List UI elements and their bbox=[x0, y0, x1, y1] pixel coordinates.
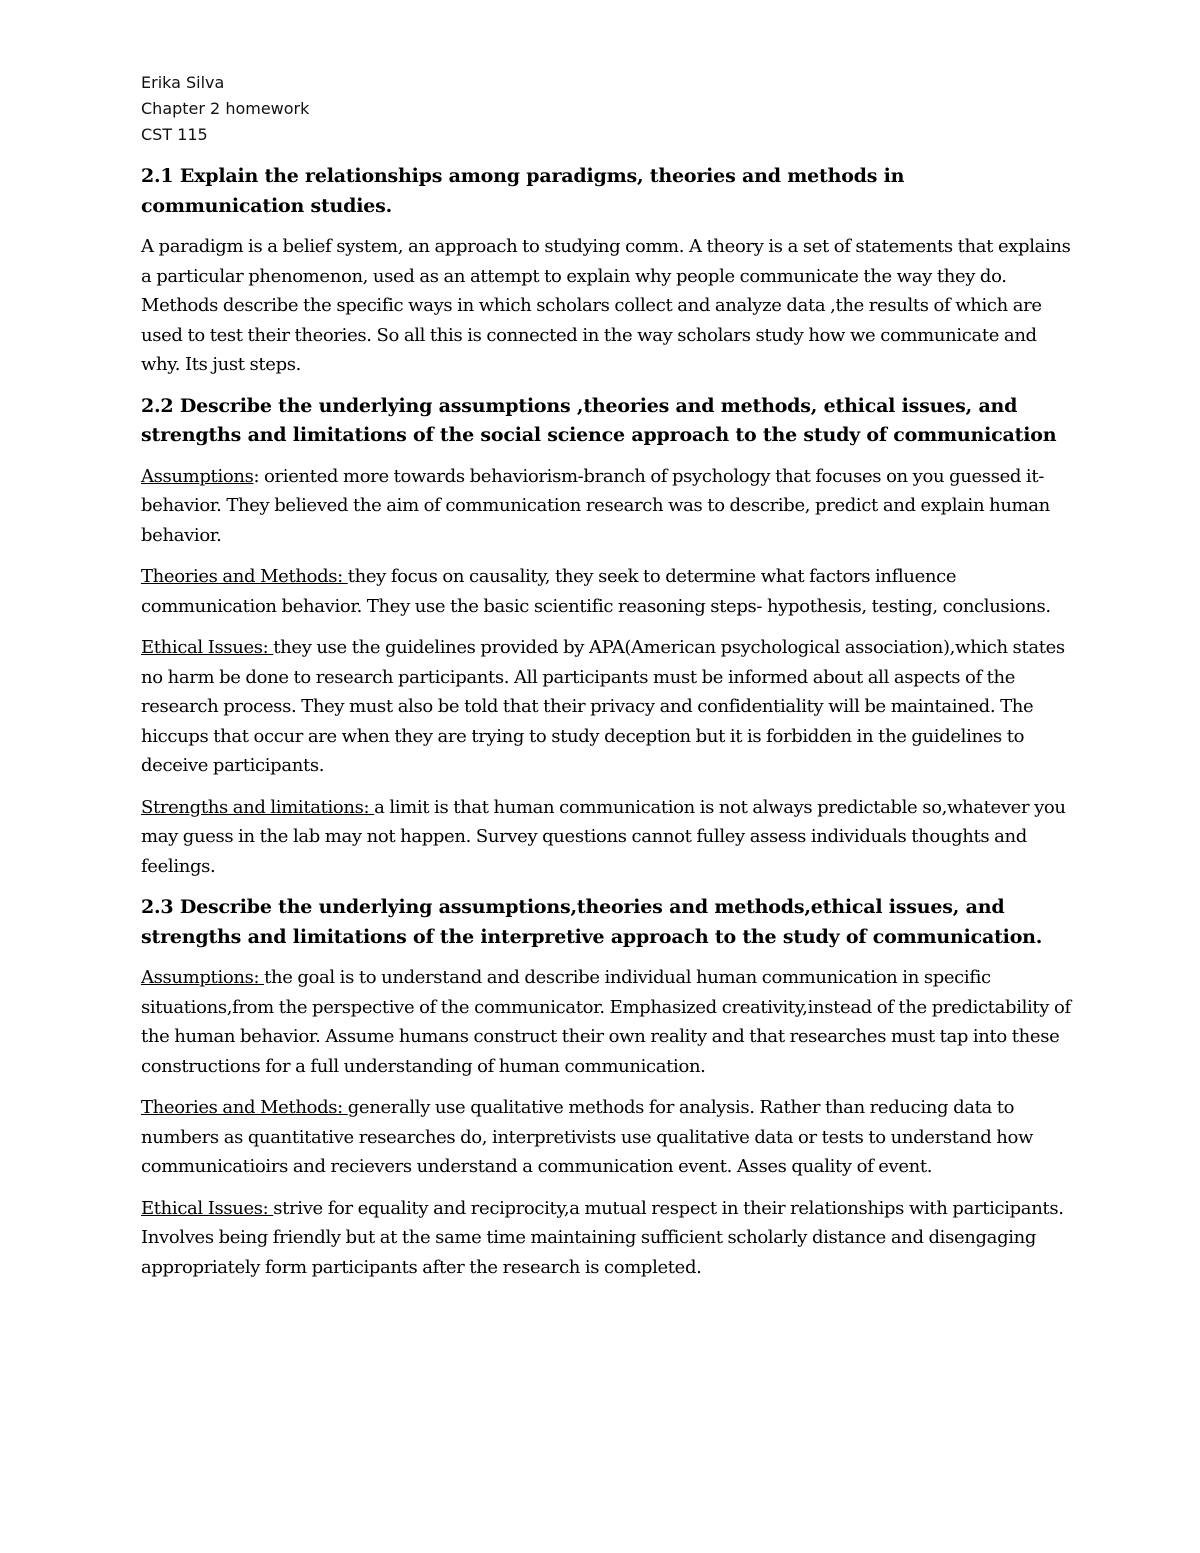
paragraph-text: they use the guidelines provided by APA(American psychological association),which states no harm be done to research participants. All participants must be informed about all aspects of the research process. They must also be told that their privacy and confidentiality will be maintained. The hiccups that occur are when they are trying to study deception but it is forbidden in the guidelines to deceive participants. bbox=[141, 637, 1065, 776]
paragraph-text: a limit is that human communication is not always predictable so,whatever you may guess in the lab may not happen. Survey questions cannot fulley assess individuals thoughts and feelings. bbox=[141, 796, 1066, 877]
section-2-3 bbox=[141, 893, 1071, 1282]
paragraph-text: generally use qualitative methods for analysis. Rather than reducing data to numbers as quantitative researches do, interpretivists use qualitative data or tests to understand how communicatioirs and recievers understand a communication event. Asses quality of event. bbox=[141, 1097, 1034, 1177]
paragraph-text: the goal is to understand and describe individual human communication in specific situations,from the perspective of the communicator. Emphasized creativity,instead of the predictability of the human behavior. Assume humans construct their own reality and that researches must tap into these constructions for a full understanding of human communication. bbox=[141, 967, 1071, 1077]
paragraph-label: Theories and Methods: bbox=[141, 1097, 348, 1118]
paragraph-label: Ethical Issues: bbox=[141, 1197, 274, 1219]
answer-paragraph-ethical-issues bbox=[141, 1194, 1071, 1283]
answer-text: A paradigm is a belief system, an approach to studying comm. A theory is a set of statements that explains a particular phenomenon, used as an attempt to explain why people communicate the way they do. Methods describe the specific ways in which scholars collect and analyze data ,the results of which are used to test their theories. So all this is connected in the way scholars study how we communicate and why. Its just steps. bbox=[141, 236, 1071, 375]
paragraph-label: Assumptions: bbox=[141, 967, 265, 988]
answer-paragraph-assumptions bbox=[141, 963, 1071, 1081]
paragraph-label: Assumptions bbox=[141, 465, 254, 487]
section-heading: 2.3 Describe the underlying assumptions,theories and methods,ethical issues, and strengths and limitations of the interpretive approach to the study of communication. bbox=[141, 896, 1043, 948]
document-body bbox=[141, 70, 1071, 1294]
answer-paragraph-assumptions bbox=[141, 462, 1071, 551]
paragraph-text: : oriented more towards behaviorism-branch of psychology that focuses on you guessed it-behavior. They believed the aim of communication research was to describe, predict and explain human behavior. bbox=[141, 465, 1050, 546]
answer-paragraph-strengths-limitations bbox=[141, 793, 1071, 882]
paragraph-text: they focus on causality, they seek to determine what factors influence communication behavior. They use the basic scientific reasoning steps- hypothesis, testing, conclusions. bbox=[141, 566, 1051, 617]
paragraph-label: Theories and Methods: bbox=[141, 566, 348, 587]
paragraph-label: Ethical Issues: bbox=[141, 637, 274, 658]
section-heading: 2.2 Describe the underlying assumptions ,theories and methods, ethical issues, and strengths and limitations of the social science approach to the study of communication bbox=[141, 394, 1057, 446]
section-2-1 bbox=[141, 162, 1071, 380]
course-code: CST 115 bbox=[141, 125, 208, 144]
section-2-2 bbox=[141, 392, 1071, 882]
assignment-title: Chapter 2 homework bbox=[141, 99, 310, 118]
paragraph-text: strive for equality and reciprocity,a mutual respect in their relationships with participants. Involves being friendly but at the same time maintaining sufficient scholarly distance and disengaging appropriately form participants after the research is completed. bbox=[141, 1197, 1064, 1278]
paragraph-label: Strengths and limitations: bbox=[141, 796, 375, 818]
answer-paragraph-ethical-issues bbox=[141, 633, 1071, 781]
answer-paragraph-theories-methods bbox=[141, 562, 1071, 621]
answer-paragraph bbox=[141, 232, 1071, 380]
document-header bbox=[141, 70, 1071, 148]
answer-paragraph-theories-methods bbox=[141, 1093, 1071, 1182]
author-name: Erika Silva bbox=[141, 73, 225, 92]
section-heading: 2.1 Explain the relationships among paradigms, theories and methods in communication studies. bbox=[141, 165, 905, 217]
